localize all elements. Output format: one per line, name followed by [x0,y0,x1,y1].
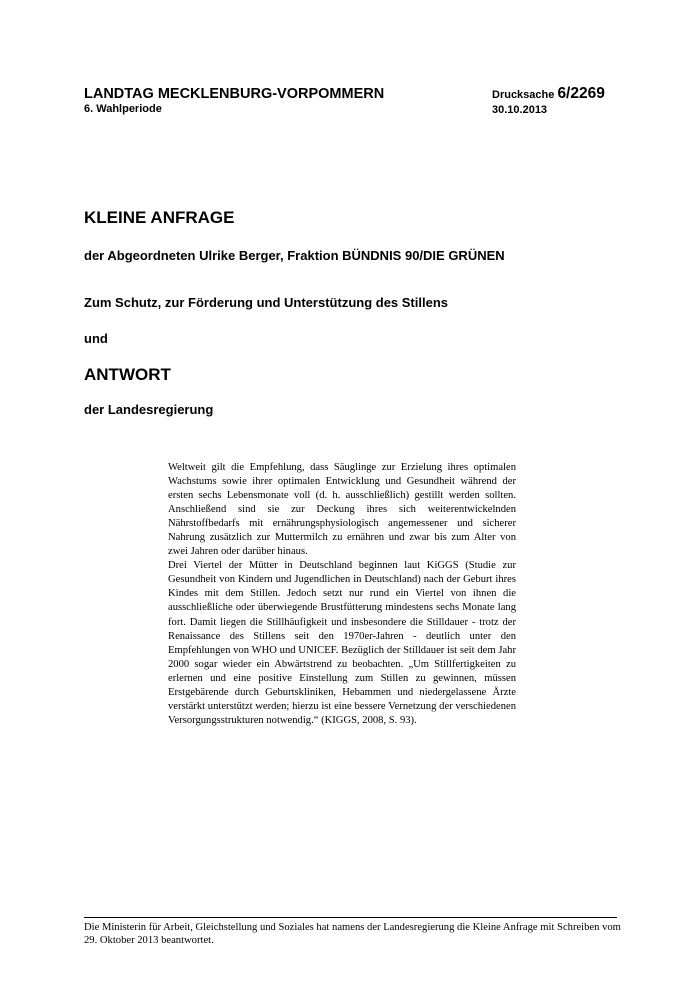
title-landesregierung: der Landesregierung [84,402,214,417]
doc-number: 6/2269 [557,85,605,102]
title-kleine-anfrage: KLEINE ANFRAGE [84,208,235,227]
title-abgeordnete: der Abgeordneten Ulrike Berger, Fraktion BÜNDNIS 90/DIE GRÜNEN [84,248,505,263]
title-und: und [84,331,108,346]
preamble-paragraph-1: Weltweit gilt die Empfehlung, dass Säuglinge zur Erzielung ihres optimalen Wachstums sowie ihrer optimalen Entwicklung und Gesundheit während der ersten sechs Lebensmonate voll (d. h. ausschließlich) gestillt werden sollten. Anschließend sind sie zur Deckung ihres sich weiterentwickelnden Nährstoffbedarfs mit ernährungsphysiologisch angemessener und sicherer Nahrung zusätzlich zur Muttermilch zu ernähren und zwar bis zum Alter von zwei Jahren oder darüber hinaus. [168,462,516,558]
doc-reference [492,86,605,103]
parliament-name: LANDTAG MECKLENBURG-VORPOMMERN [84,86,385,102]
doc-date: 30.10.2013 [492,104,548,116]
header-right [492,86,605,117]
preamble-text [168,461,516,728]
title-topic: Zum Schutz, zur Förderung und Unterstützung des Stillens [84,295,448,310]
preamble-paragraph-2: Drei Viertel der Mütter in Deutschland beginnen laut KiGGS (Studie zur Gesundheit von Kindern und Jugendlichen in Deutschland) nach der Geburt ihres Kindes mit dem Stillen. Jedoch setzt nur rund ein Viertel von ihnen die ausschließliche oder überwiegende Brustfütterung mindestens sechs Monate lang fort. Damit liegen die Stillhäufigkeit und insbesondere die Stilldauer - trotz der Renaissance des Stillens seit den 1970er-Jahren - deutlich unter den Empfehlungen von WHO und UNICEF. Bezüglich der Stilldauer ist seit dem Jahr 2000 sogar wieder ein Abwärtstrend zu beobachten. „Um Stillfertigkeiten zu erlernen und eine positive Einstellung zum Stillen zu gewinnen, müssen Erstgebärende durch Geburtskliniken, Hebammen und niedergelassene Ärzte verstärkt unterstützt werden; hierzu ist eine bessere Vernetzung der verschiedenen Versorgungsstrukturen notwendig.“ (KIGGS, 2008, S. 93). [168,560,516,726]
title-antwort: ANTWORT [84,365,171,384]
footnote-divider [84,917,617,918]
header-left [84,86,384,116]
election-period: 6. Wahlperiode [84,103,162,115]
doc-label: Drucksache [492,89,555,101]
footnote: Die Ministerin für Arbeit, Gleichstellung und Soziales hat namens der Landesregierung die Kleine Anfrage mit Schreiben vom 29. Oktober 2013 beantwortet. [84,922,621,946]
